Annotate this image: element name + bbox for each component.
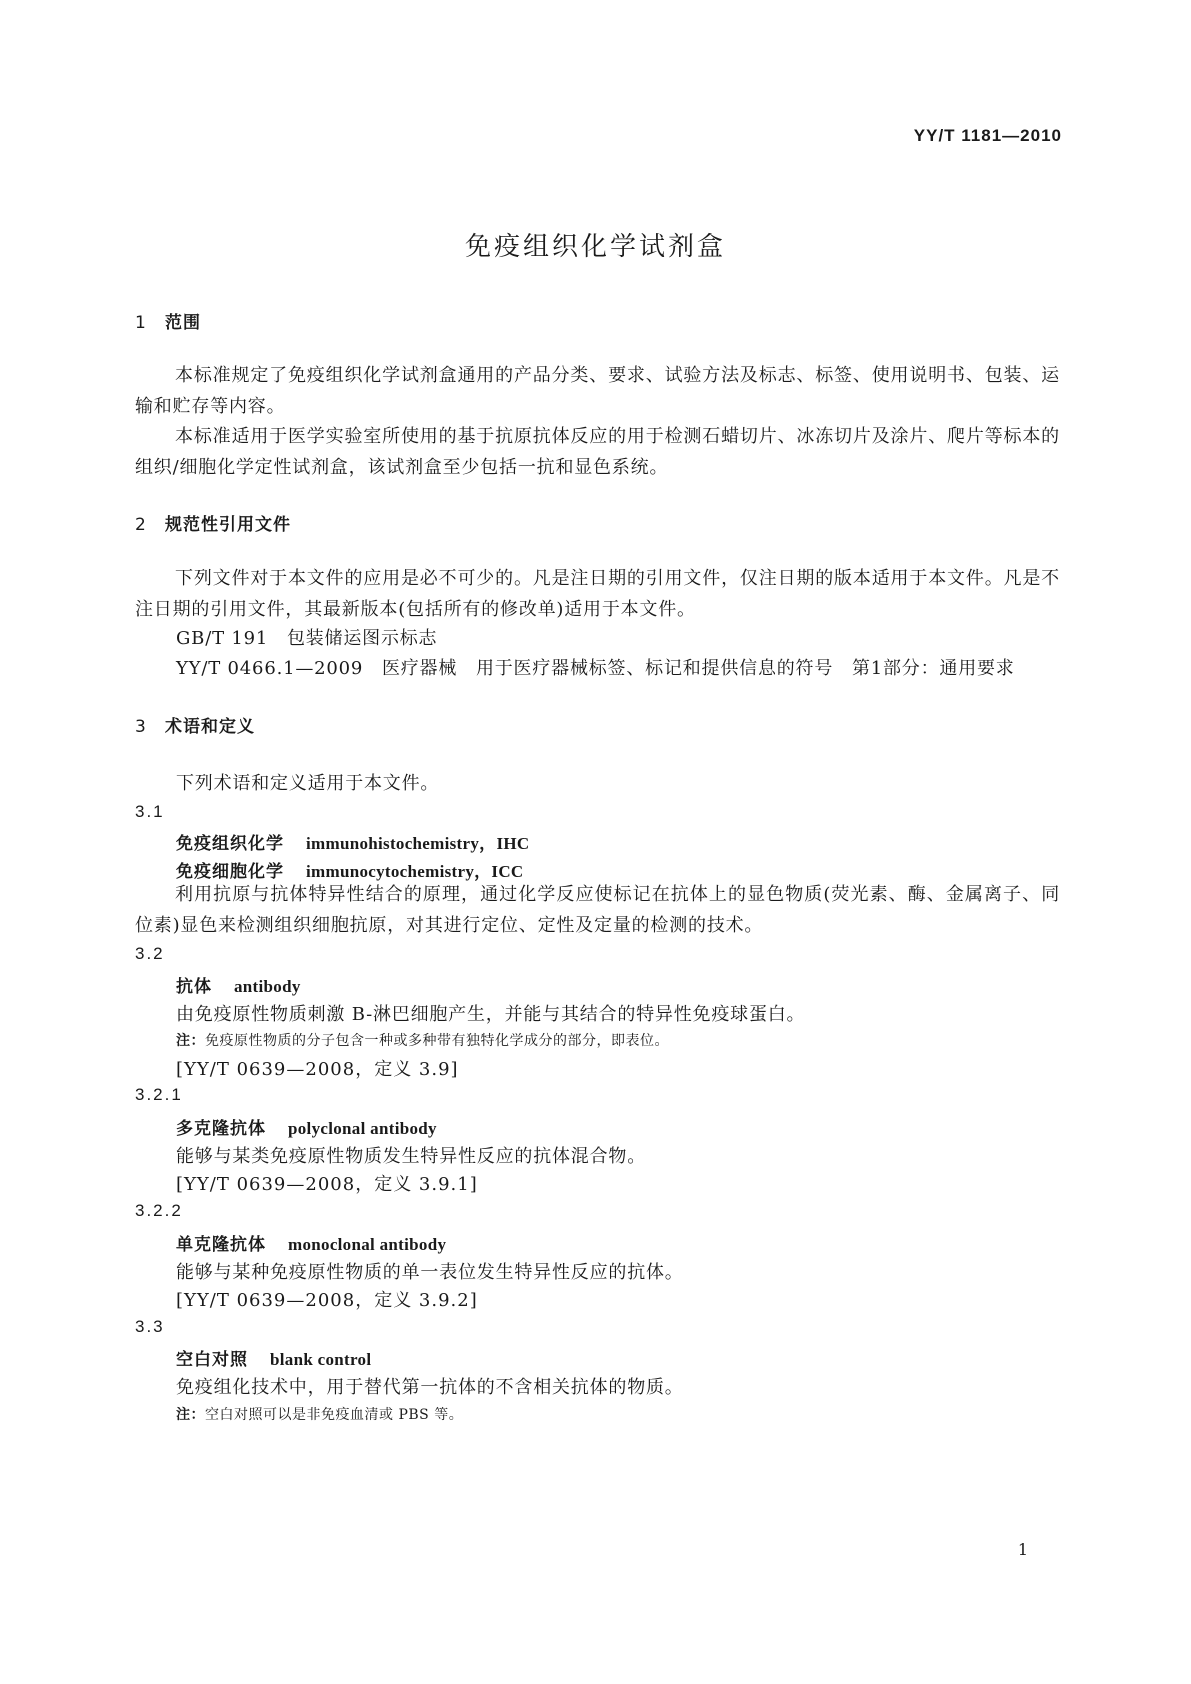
note-3-2	[176, 1030, 669, 1050]
clause-3-2: 3.2	[135, 944, 165, 963]
section-2-heading	[135, 510, 291, 535]
note-text: 空白对照可以是非免疫血清或 PBS 等。	[205, 1407, 464, 1423]
term-3-1-a	[176, 829, 529, 854]
term-zh: 免疫组织化学	[176, 834, 284, 854]
definition-3-3: 免疫组化技术中，用于替代第一抗体的不含相关抗体的物质。	[176, 1377, 684, 1398]
section-title: 规范性引用文件	[165, 515, 291, 535]
section-number: 3	[135, 717, 147, 737]
clause-3-1: 3.1	[135, 802, 165, 821]
term-en: blank control	[270, 1350, 372, 1369]
term-3-2-1	[176, 1114, 437, 1139]
clause-3-3: 3.3	[135, 1317, 165, 1336]
definition-3-2: 由免疫原性物质刺激 B-淋巴细胞产生，并能与其结合的特异性免疫球蛋白。	[176, 1004, 806, 1025]
section-number: 2	[135, 515, 147, 535]
term-zh: 多克隆抗体	[176, 1119, 266, 1139]
definition-3-2-2: 能够与某种免疫原性物质的单一表位发生特异性反应的抗体。	[176, 1262, 684, 1283]
source-3-2-2: [YY/T 0639—2008，定义 3.9.2]	[176, 1290, 478, 1311]
section-number: 1	[135, 313, 147, 333]
term-en: monoclonal antibody	[288, 1235, 447, 1254]
section-title: 术语和定义	[165, 717, 255, 737]
term-3-2-2	[176, 1230, 446, 1255]
clause-3-2-2: 3.2.2	[135, 1201, 183, 1220]
term-zh: 抗体	[176, 977, 212, 997]
term-3-3	[176, 1345, 371, 1370]
note-label: 注：	[176, 1407, 205, 1423]
note-3-3	[176, 1404, 463, 1424]
section-3-heading	[135, 712, 255, 737]
section-3-intro: 下列术语和定义适用于本文件。	[176, 773, 440, 794]
section-1-paragraph-2: 本标准适用于医学实验室所使用的基于抗原抗体反应的用于检测石蜡切片、冰冻切片及涂片、爬片等标本的组织/细胞化学定性试剂盒，该试剂盒至少包括一抗和显色系统。	[135, 426, 1060, 478]
section-title: 范围	[165, 313, 201, 333]
definition-3-2-1: 能够与某类免疫原性物质发生特异性反应的抗体混合物。	[176, 1146, 646, 1167]
normative-reference-2: YY/T 0466.1—2009 医疗器械 用于医疗器械标签、标记和提供信息的符号 第1部分：通用要求	[176, 658, 1015, 679]
term-en: antibody	[234, 977, 301, 996]
term-en: immunohistochemistry，IHC	[306, 834, 530, 853]
note-label: 注：	[176, 1033, 205, 1049]
term-zh: 单克隆抗体	[176, 1235, 266, 1255]
source-3-2-1: [YY/T 0639—2008，定义 3.9.1]	[176, 1174, 478, 1195]
section-2-paragraph-1: 下列文件对于本文件的应用是必不可少的。凡是注日期的引用文件，仅注日期的版本适用于本文件。凡是不注日期的引用文件，其最新版本(包括所有的修改单)适用于本文件。	[135, 568, 1060, 620]
page-number: 1	[1017, 1540, 1028, 1559]
term-3-2	[176, 972, 301, 997]
document-title: 免疫组织化学试剂盒	[464, 232, 726, 262]
source-3-2: [YY/T 0639—2008，定义 3.9]	[176, 1059, 459, 1080]
term-zh: 免疫细胞化学	[176, 862, 284, 882]
clause-3-2-1: 3.2.1	[135, 1085, 183, 1104]
section-1-heading	[135, 308, 201, 333]
section-1-paragraph-1: 本标准规定了免疫组织化学试剂盒通用的产品分类、要求、试验方法及标志、标签、使用说明书、包装、运输和贮存等内容。	[135, 365, 1060, 417]
note-text: 免疫原性物质的分子包含一种或多种带有独特化学成分的部分，即表位。	[205, 1033, 669, 1049]
definition-3-1: 利用抗原与抗体特异性结合的原理，通过化学反应使标记在抗体上的显色物质(荧光素、酶、金属离子、同位素)显色来检测组织细胞抗原，对其进行定位、定性及定量的检测的技术。	[135, 884, 1060, 936]
term-en: immunocytochemistry，ICC	[306, 862, 524, 881]
term-zh: 空白对照	[176, 1350, 248, 1370]
standard-code: YY/T 1181—2010	[913, 126, 1062, 145]
term-en: polyclonal antibody	[288, 1119, 437, 1138]
normative-reference-1: GB/T 191 包装储运图示标志	[176, 628, 438, 649]
